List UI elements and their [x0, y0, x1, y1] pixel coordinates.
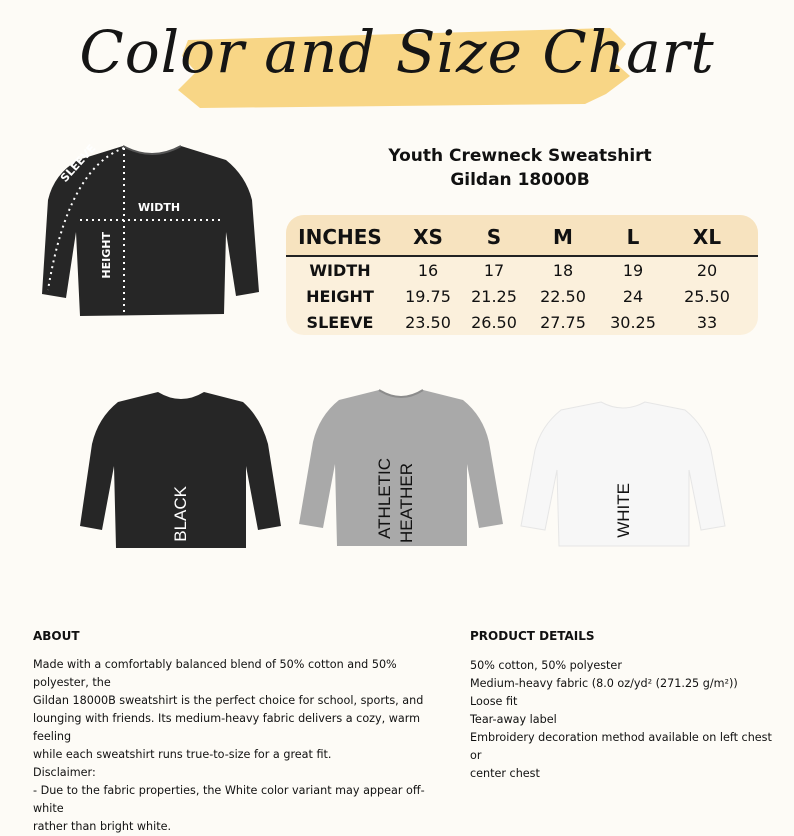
disclaimer-line: rather than bright white.: [33, 820, 172, 833]
title-banner: [0, 0, 794, 130]
height-label: HEIGHT: [100, 232, 113, 279]
about-line: Made with a comfortably balanced blend of 50% cotton and 50% polyester, the: [33, 658, 397, 689]
detail-item: Loose fit: [470, 695, 518, 708]
product-title: Youth Crewneck Sweatshirt: [388, 146, 652, 166]
color-label-athletic: ATHLETIC: [375, 458, 394, 539]
width-label: WIDTH: [138, 201, 181, 214]
page-title: Color and Size Chart: [79, 18, 715, 86]
row-sleeve-label: SLEEVE: [306, 313, 374, 332]
product-model: Gildan 18000B: [450, 170, 590, 190]
disclaimer-label: Disclaimer:: [33, 766, 96, 779]
width-m: 18: [552, 261, 574, 280]
details-heading: PRODUCT DETAILS: [470, 629, 595, 643]
detail-item: Embroidery decoration method available on left chest or: [470, 731, 772, 762]
detail-item: center chest: [470, 767, 540, 780]
height-xl: 25.50: [684, 287, 730, 306]
detail-item: Medium-heavy fabric (8.0 oz/yd² (271.25 g/m²)): [470, 677, 738, 690]
width-s: 17: [483, 261, 505, 280]
header-xl: XL: [692, 225, 722, 249]
sleeve-s: 26.50: [471, 313, 517, 332]
about-heading: ABOUT: [33, 629, 80, 643]
header-l: L: [626, 225, 640, 249]
height-l: 24: [622, 287, 644, 306]
disclaimer-line: - Due to the fabric properties, the White color variant may appear off-white: [33, 784, 425, 815]
detail-item: 50% cotton, 50% polyester: [470, 659, 622, 672]
row-width-label: WIDTH: [309, 261, 371, 280]
detail-item: Tear-away label: [470, 713, 557, 726]
sleeve-label: SLEEVE: [58, 141, 99, 185]
width-xl: 20: [696, 261, 718, 280]
color-label-heather: HEATHER: [397, 463, 416, 543]
height-xs: 19.75: [405, 287, 451, 306]
header-s: S: [486, 225, 502, 249]
size-table: [286, 215, 758, 335]
height-m: 22.50: [540, 287, 586, 306]
about-line: Gildan 18000B sweatshirt is the perfect choice for school, sports, and: [33, 694, 424, 707]
sleeve-xl: 33: [696, 313, 718, 332]
width-l: 19: [622, 261, 644, 280]
product-name: [380, 144, 660, 192]
about-line: while each sweatshirt runs true-to-size for a great fit.: [33, 748, 332, 761]
sleeve-l: 30.25: [610, 313, 656, 332]
header-xs: XS: [413, 225, 443, 249]
height-s: 21.25: [471, 287, 517, 306]
header-m: M: [553, 225, 573, 249]
width-xs: 16: [417, 261, 439, 280]
color-label-black: BLACK: [171, 486, 190, 542]
about-line: lounging with friends. Its medium-heavy fabric delivers a cozy, warm feeling: [33, 712, 421, 743]
sleeve-m: 27.75: [540, 313, 586, 332]
row-height-label: HEIGHT: [306, 287, 374, 306]
sleeve-xs: 23.50: [405, 313, 451, 332]
color-label-white: WHITE: [614, 483, 633, 538]
about-text: [33, 656, 453, 836]
details-list: [470, 657, 780, 783]
header-inches: INCHES: [298, 225, 382, 249]
